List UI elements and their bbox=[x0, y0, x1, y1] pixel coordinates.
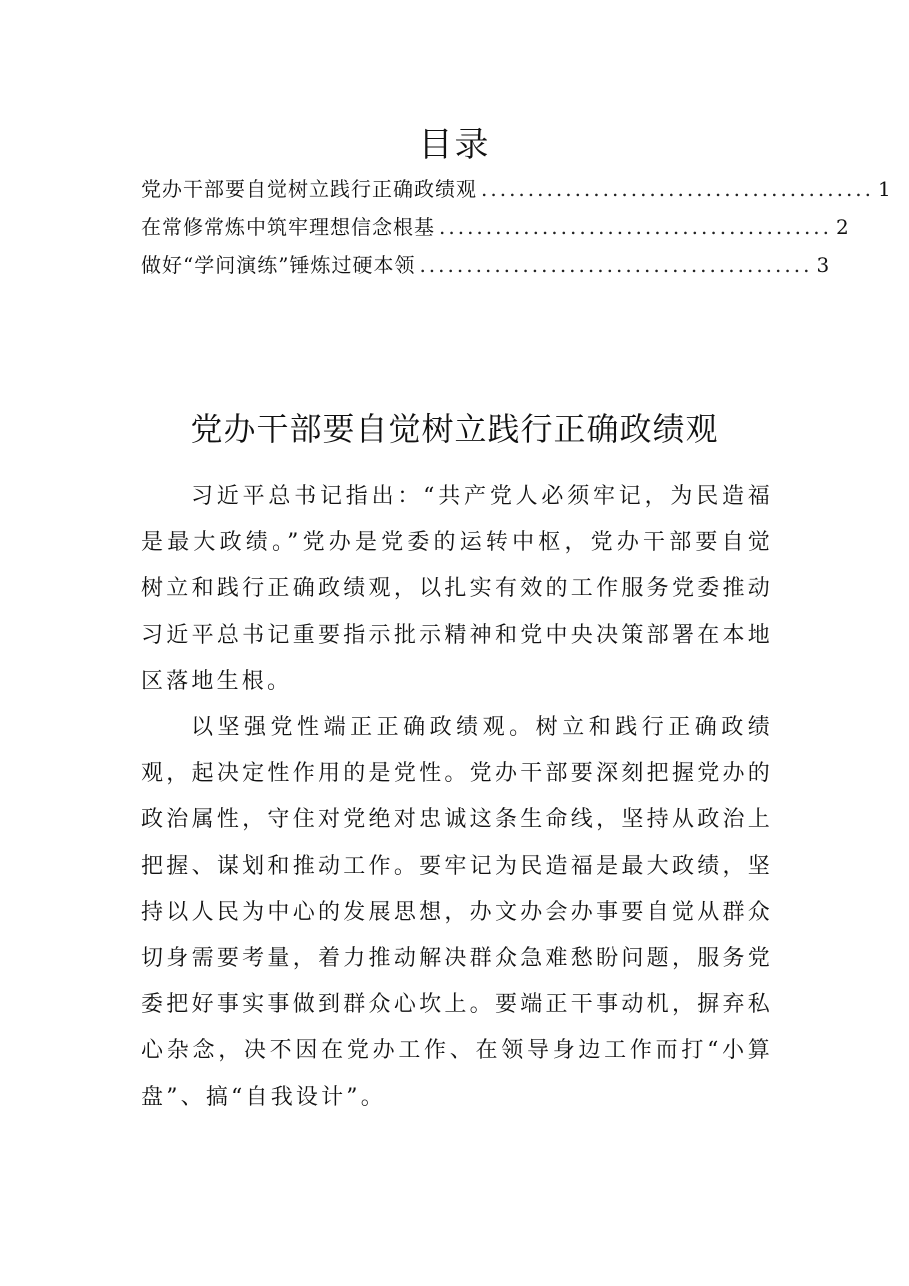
toc-entry-text: 党办干部要自觉树立践行正确政绩观 bbox=[141, 177, 477, 201]
toc-entry[interactable] bbox=[141, 208, 849, 246]
toc-entry-page: 3 bbox=[816, 253, 830, 277]
table-of-contents bbox=[141, 170, 891, 284]
article-body bbox=[141, 474, 773, 1121]
toc-leader-dots: .......................................... bbox=[481, 177, 875, 201]
toc-entry[interactable] bbox=[141, 246, 830, 284]
toc-title: 目录 bbox=[418, 125, 491, 165]
toc-entry-text: 在常修常炼中筑牢理想信念根基 bbox=[141, 215, 435, 239]
toc-leader-dots: .......................................... bbox=[419, 253, 813, 277]
toc-entry-page: 1 bbox=[878, 177, 891, 201]
toc-entry-text: 做好“学问演练”锤炼过硬本领 bbox=[141, 253, 416, 277]
toc-leader-dots: .......................................... bbox=[439, 215, 833, 239]
article-paragraph: 以坚强党性端正正确政绩观。树立和践行正确政绩观，起决定性作用的是党性。党办干部要深刻把握党办的政治属性，守住对党绝对忠诚这条生命线，坚持从政治上把握、谋划和推动工作。要牢记为民造福是最大政绩，坚持以人民为中心的发展思想，办文办会办事要自觉从群众切身需要考量，着力推动解决群众急难愁盼问题，服务党委把好事实事做到群众心坎上。要端正干事动机，摒弃私心杂念，决不因在党办工作、在领导身边工作而打“小算盘”、搞“自我设计”。 bbox=[141, 715, 773, 1110]
article-title: 党办干部要自觉树立践行正确政绩观 bbox=[190, 410, 719, 448]
toc-entry-page: 2 bbox=[836, 215, 849, 239]
article-paragraph: 习近平总书记指出：“共产党人必须牢记，为民造福是最大政绩。”党办是党委的运转中枢，党办干部要自觉树立和践行正确政绩观，以扎实有效的工作服务党委推动习近平总书记重要指示批示精神和党中央决策部署在本地区落地生根。 bbox=[141, 484, 773, 694]
toc-entry[interactable] bbox=[141, 170, 891, 208]
